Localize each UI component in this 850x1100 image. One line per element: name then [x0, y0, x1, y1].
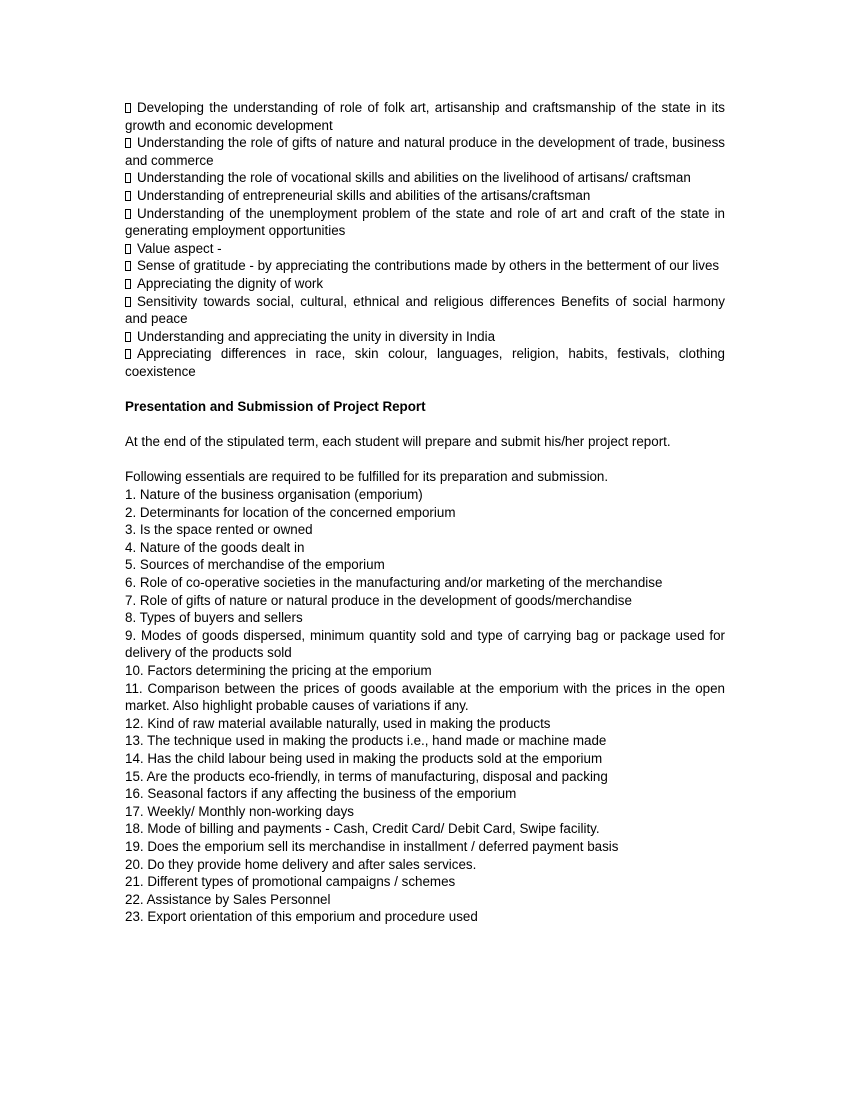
list-item: 9. Modes of goods dispersed, minimum quantity sold and type of carrying bag or package used for delivery of the products sold	[125, 627, 725, 661]
list-item: 3. Is the space rented or owned	[125, 522, 313, 538]
list-item: 7. Role of gifts of nature or natural produce in the development of goods/merchandise	[125, 592, 632, 608]
bullet-item: Sense of gratitude - by appreciating the contributions made by others in the betterment of our lives	[125, 257, 725, 275]
list-item: 21. Different types of promotional campaigns / schemes	[125, 874, 456, 890]
list-item: 5. Sources of merchandise of the emporium	[125, 557, 385, 573]
list-item: 20. Do they provide home delivery and after sales services.	[125, 856, 477, 872]
list-item: 8. Types of buyers and sellers	[125, 610, 303, 626]
list-item: 2. Determinants for location of the concerned emporium	[125, 504, 456, 520]
list-intro: Following essentials are required to be fulfilled for its preparation and submission.	[125, 469, 609, 485]
bullet-box-icon	[125, 173, 131, 183]
bullet-box-icon	[125, 138, 131, 148]
list-item: 13. The technique used in making the products i.e., hand made or machine made	[125, 733, 607, 749]
list-item: 10. Factors determining the pricing at the emporium	[125, 663, 432, 678]
list-item: 12. Kind of raw material available naturally, used in making the products	[125, 715, 551, 731]
bullet-item: Understanding of entrepreneurial skills and abilities of the artisans/craftsman	[125, 187, 725, 205]
bullet-box-icon	[125, 332, 131, 342]
bullet-item: Sensitivity towards social, cultural, ethnical and religious differences Benefits of social harmony and peace	[125, 293, 725, 327]
list-item: 23. Export orientation of this emporium and procedure used	[125, 909, 478, 925]
intro-paragraph: At the end of the stipulated term, each student will prepare and submit his/her project report.	[125, 434, 671, 450]
list-item: 15. Are the products eco-friendly, in terms of manufacturing, disposal and packing	[125, 768, 608, 784]
section-heading: Presentation and Submission of Project Report	[125, 399, 426, 415]
list-item: 16. Seasonal factors if any affecting the business of the emporium	[125, 786, 517, 802]
bullet-item: Appreciating differences in race, skin colour, languages, religion, habits, festivals, clothing coexistence	[125, 346, 725, 379]
bullet-box-icon	[125, 209, 131, 219]
bullet-box-icon	[125, 279, 131, 289]
list-item: 14. Has the child labour being used in making the products sold at the emporium	[125, 750, 603, 766]
list-item: 17. Weekly/ Monthly non-working days	[125, 803, 354, 819]
bullet-box-icon	[125, 103, 131, 113]
bullet-box-icon	[125, 191, 131, 201]
bullet-item: Appreciating the dignity of work	[125, 275, 725, 293]
list-item: 1. Nature of the business organisation (emporium)	[125, 487, 423, 503]
bullet-box-icon	[125, 297, 131, 307]
bullet-box-icon	[125, 261, 131, 271]
bullet-item: Understanding and appreciating the unity in diversity in India	[125, 328, 725, 346]
bullet-item: Understanding of the unemployment problem of the state and role of art and craft of the state in generating employment opportunities	[125, 205, 725, 239]
list-item: 22. Assistance by Sales Personnel	[125, 891, 331, 907]
essentials-numbered-list	[125, 486, 725, 926]
objectives-bullet-list	[125, 99, 725, 381]
bullet-box-icon	[125, 244, 131, 254]
bullet-item: Understanding the role of gifts of nature and natural produce in the development of trade, business and commerce	[125, 135, 725, 168]
bullet-item: Developing the understanding of role of folk art, artisanship and craftsmanship of the state in its growth and economic development	[125, 100, 725, 133]
bullet-item: Value aspect -	[125, 240, 725, 258]
bullet-box-icon	[125, 349, 131, 359]
document-page	[125, 99, 725, 926]
list-item: 19. Does the emporium sell its merchandise in installment / deferred payment basis	[125, 838, 619, 854]
list-item: 11. Comparison between the prices of goods available at the emporium with the prices in the open market. Also highlight probable causes of variations if any.	[125, 680, 725, 714]
bullet-item: Understanding the role of vocational skills and abilities on the livelihood of artisans/ craftsman	[125, 169, 725, 187]
list-item: 18. Mode of billing and payments - Cash, Credit Card/ Debit Card, Swipe facility.	[125, 821, 600, 837]
list-item: 4. Nature of the goods dealt in	[125, 539, 305, 555]
list-item: 6. Role of co-operative societies in the manufacturing and/or marketing of the merchandise	[125, 575, 663, 591]
